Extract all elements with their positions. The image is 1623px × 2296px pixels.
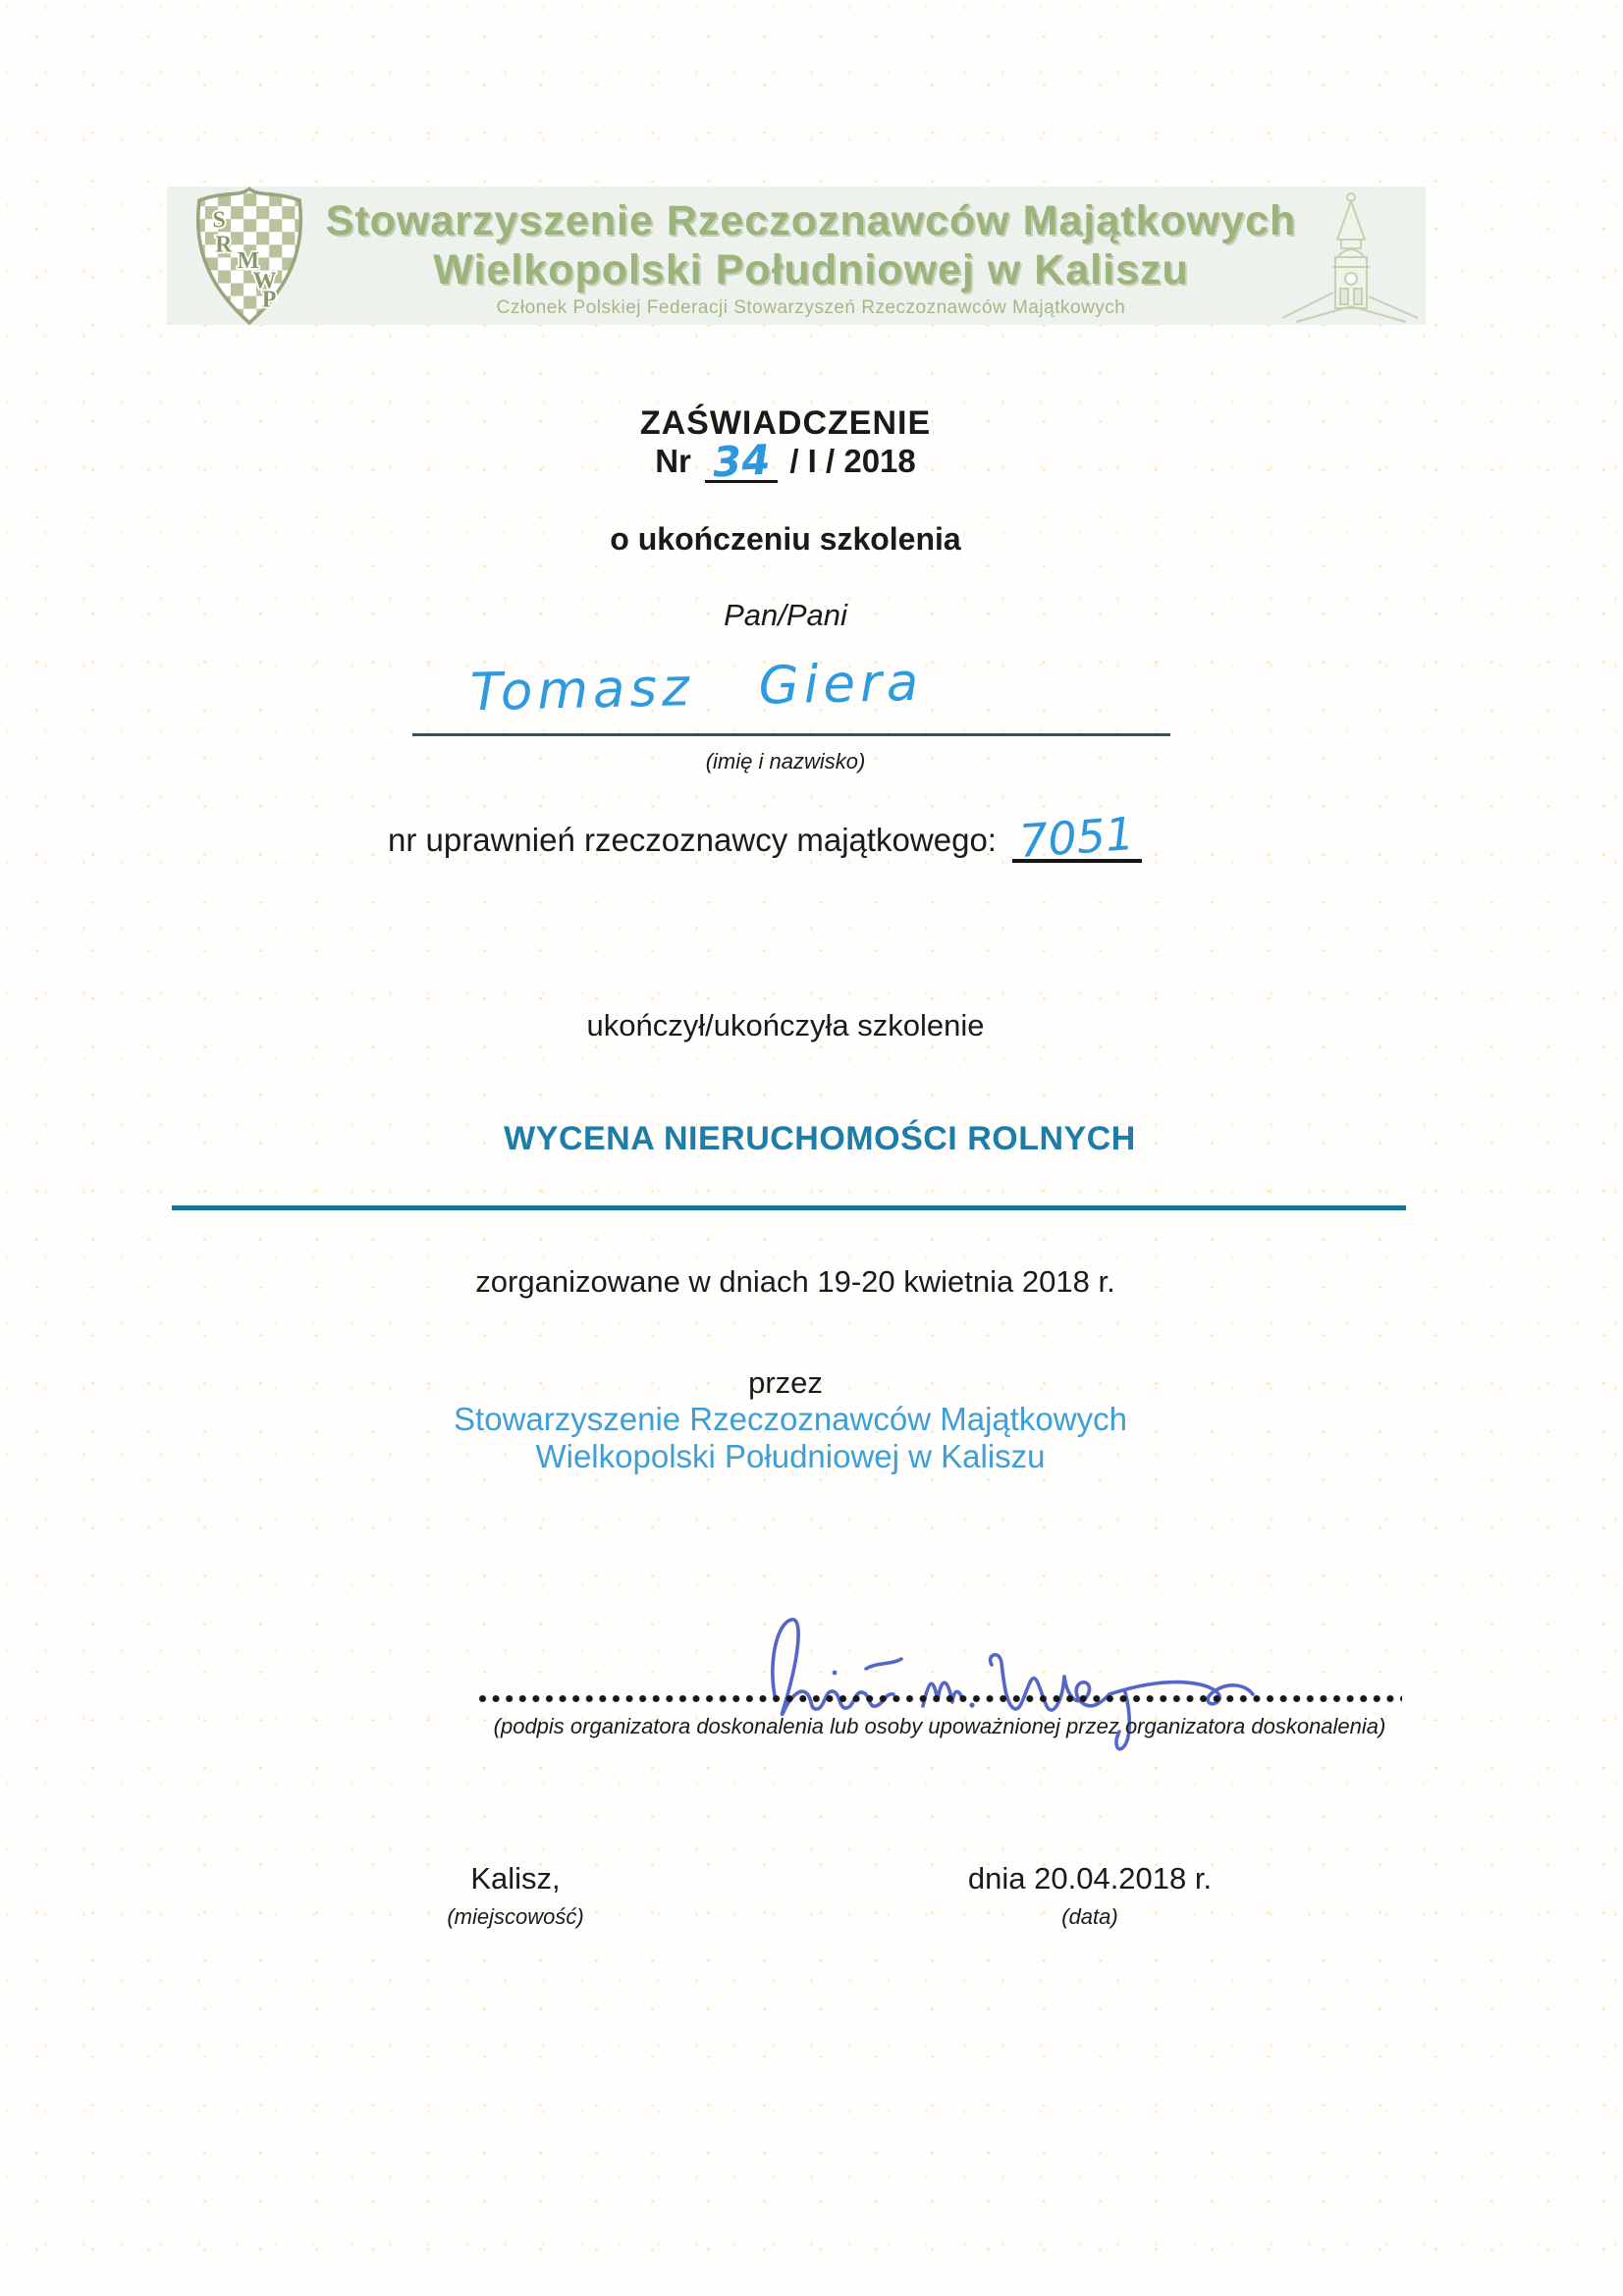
course-title: WYCENA NIERUCHOMOŚCI ROLNYCH bbox=[504, 1120, 1136, 1157]
organizer-signature-handwriting bbox=[748, 1604, 1269, 1766]
header-band bbox=[167, 187, 1426, 325]
license-number-line bbox=[0, 806, 1530, 869]
org-title-line1: Stowarzyszenie Rzeczoznawców Majątkowych bbox=[325, 197, 1297, 244]
srmwp-shield-logo-icon bbox=[173, 181, 326, 330]
date-caption: (data) bbox=[1061, 1904, 1118, 1929]
org-membership-line: Członek Polskiej Federacji Stowarzyszeń Rzeczoznawców Majątkowych bbox=[496, 297, 1126, 318]
logo-letter-s: S bbox=[212, 207, 226, 234]
license-number-handwritten: 7051 bbox=[1017, 806, 1137, 869]
logo-letter-w: W bbox=[252, 268, 277, 294]
logo-letter-p: P bbox=[261, 287, 277, 313]
organized-dates-text: zorganizowane w dniach 19-20 kwietnia 2018 r. bbox=[475, 1264, 1115, 1299]
document-subtitle: o ukończeniu szkolenia bbox=[610, 521, 961, 557]
participant-name-handwritten: Tomasz Giera bbox=[469, 652, 925, 723]
signature-dotted-line bbox=[478, 1694, 1402, 1703]
document-number-suffix: / I / 2018 bbox=[789, 443, 916, 479]
document-title: ZAŚWIADCZENIE bbox=[639, 404, 932, 442]
organizer-line2: Wielkopolski Południowej w Kaliszu bbox=[535, 1438, 1046, 1474]
place-value: Kalisz, bbox=[470, 1861, 561, 1896]
name-underline-rule bbox=[412, 733, 1170, 736]
by-label: przez bbox=[748, 1365, 823, 1400]
church-tower-icon bbox=[1274, 188, 1422, 324]
name-caption: (imię i nazwisko) bbox=[705, 749, 866, 774]
salutation: Pan/Pani bbox=[724, 598, 847, 632]
document-number-prefix: Nr bbox=[655, 443, 691, 479]
participant-name-line bbox=[0, 652, 1394, 723]
license-label: nr uprawnień rzeczoznawcy majątkowego: bbox=[388, 822, 997, 858]
place-caption: (miejscowość) bbox=[447, 1904, 584, 1929]
organizer-line1: Stowarzyszenie Rzeczoznawców Majątkowych bbox=[454, 1401, 1127, 1437]
logo-letter-m: M bbox=[237, 248, 260, 275]
divider-rule bbox=[172, 1205, 1406, 1210]
document-number-blank bbox=[705, 435, 778, 487]
completion-text: ukończył/ukończyła szkolenie bbox=[586, 1008, 985, 1042]
org-title-line2: Wielkopolski Południowej w Kaliszu bbox=[433, 246, 1189, 294]
signature-caption: (podpis organizatora doskonalenia lub osoby upoważnionej przez organizatora doskonalenia) bbox=[493, 1714, 1386, 1738]
document-number-line bbox=[0, 435, 1571, 487]
document-number-handwritten: 34 bbox=[711, 435, 772, 487]
logo-letter-r: R bbox=[215, 232, 233, 258]
license-number-blank bbox=[1012, 806, 1142, 869]
date-value: dnia 20.04.2018 r. bbox=[967, 1861, 1213, 1896]
